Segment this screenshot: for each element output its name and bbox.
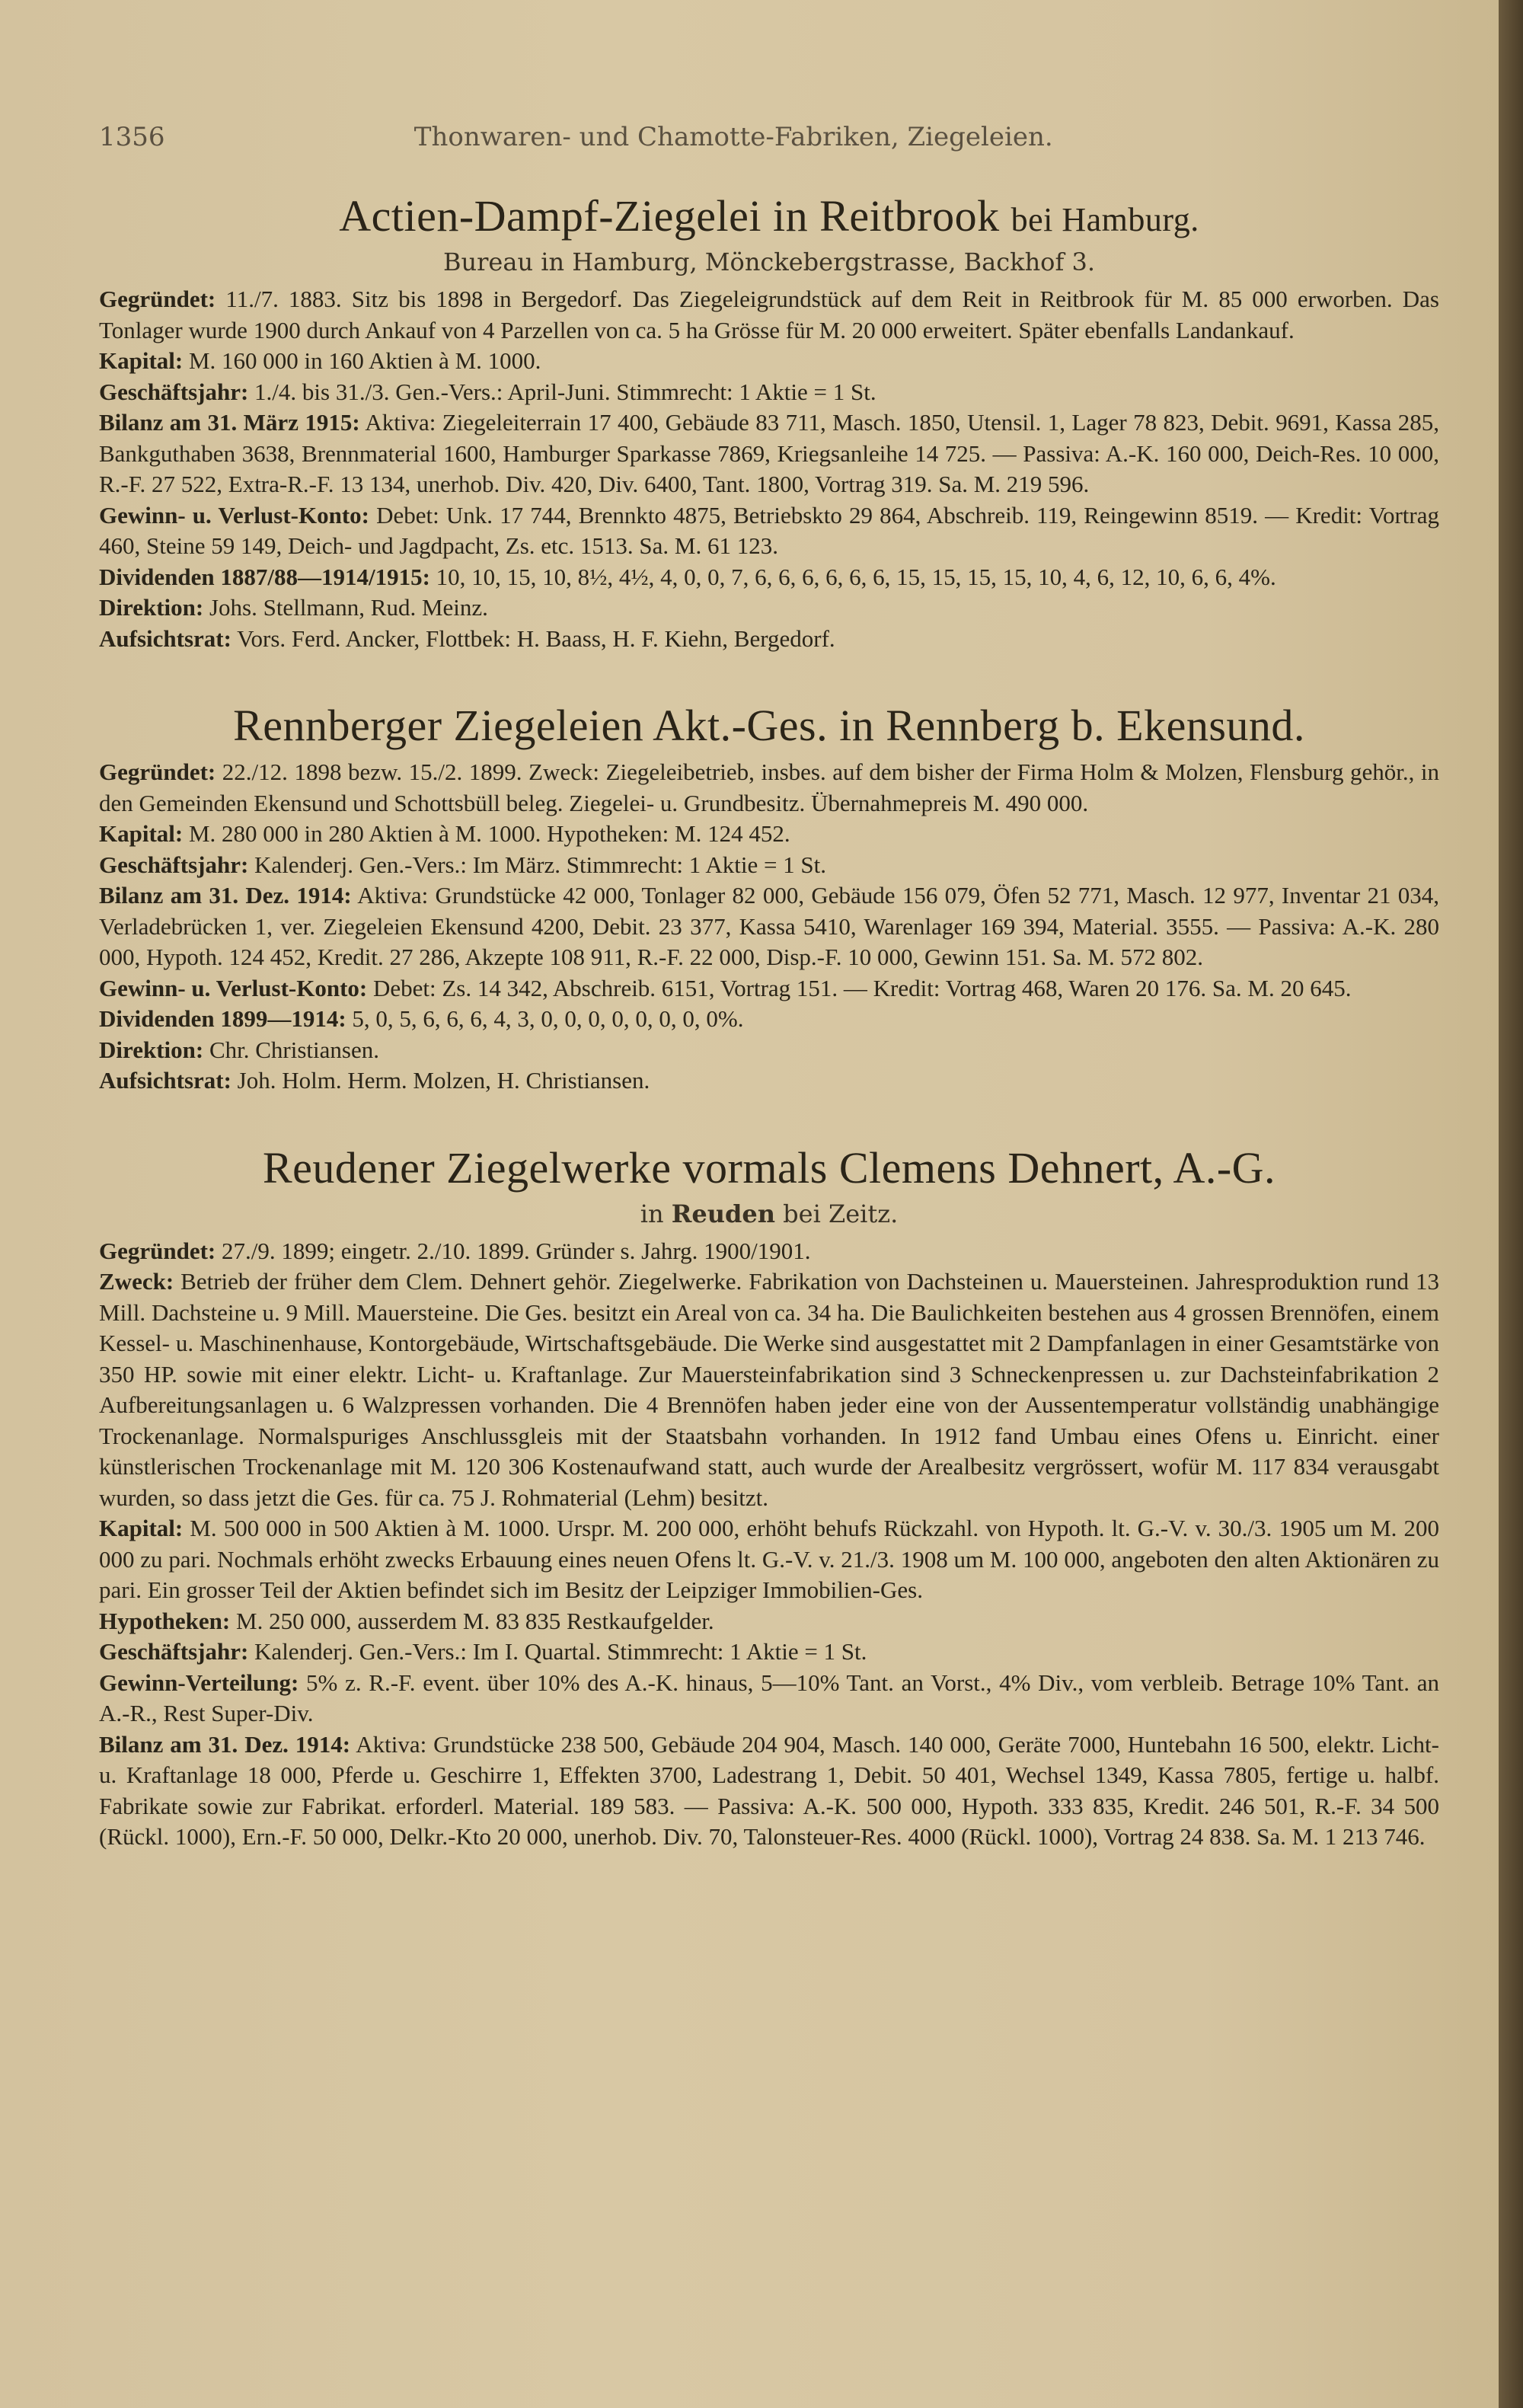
entry-paragraph: Aufsichtsrat: Vors. Ferd. Ancker, Flottbek: H. Baass, H. F. Kiehn, Bergedorf. <box>99 624 835 652</box>
entry-paragraph: Kapital: M. 280 000 in 280 Aktien à M. 1000. Hypotheken: M. 124 452. <box>99 820 790 847</box>
entry-paragraph: Zweck: Betrieb der früher dem Clem. Dehnert gehör. Ziegelwerke. Fabrikation von Dachsteinen u. Mauersteinen. Jahresproduktion rund 13 Mill. Dachsteine u. 9 Mill. Mauersteine. Die Ges. besitzt ein Areal von ca. 34 ha. Die Baulichkeiten bestehen aus 4 grossen Brennöfen, einem Kessel- u. Maschinenhause, Kontorgebäude, Wirtschaftsgebäude. Die Werke sind ausgestattet mit 2 Dampfanlagen in einer Gesamtstärke von 350 HP. sowie mit einer elektr. Licht- u. Kraftanlage. Zur Mauersteinfabrikation sind 3 Schneckenpressen u. zur Dachsteinfabrikation 2 Aufbereitungsanlagen u. 6 Walzpressen vorhanden. Die 4 Brennöfen haben jeder eine von der Aussentemperatur vollständig unabhängige Trockenanlage. Normalspuriges Anschlussgleis mit der Staatsbahn vorhanden. In 1912 fand Umbau eines Ofens u. Einricht. einer künstlerischen Trockenanlage mit M. 120 306 Kostenaufwand statt, auch wurde der Arealbesitz vergrössert, wofür M. 117 834 verausgabt wurden, so dass jetzt die Ges. für ca. 75 J. Rohmaterial (Lehm) besitzt. <box>99 1268 1439 1511</box>
entry-paragraph: Geschäftsjahr: Kalenderj. Gen.-Vers.: Im I. Quartal. Stimmrecht: 1 Aktie = 1 St. <box>99 1638 867 1665</box>
entry-paragraph: Gewinn-Verteilung: 5% z. R.-F. event. über 10% des A.-K. hinaus, 5—10% Tant. an Vorst., 4% Div., vom verbleib. Betrage 10% Tant. an A.-R., Rest Super-Div. <box>99 1669 1439 1726</box>
company-title: Reudener Ziegelwerke vormals Clemens Dehnert, A.-G. <box>262 1142 1276 1193</box>
company-entry-reuden <box>99 1142 1439 1853</box>
company-entry-reitbrook <box>99 190 1439 654</box>
company-title: Rennberger Ziegeleien Akt.-Ges. in Rennberg b. Ekensund. <box>233 701 1305 750</box>
entry-paragraph: Bilanz am 31. Dez. 1914: Aktiva: Grundstücke 42 000, Tonlager 82 000, Gebäude 156 079, Öfen 52 771, Masch. 12 977, Inventar 21 034, Verladebrücken 1, ver. Ziegeleien Ekensund 4200, Debit. 23 377, Kassa 5410, Warenlager 169 394, Material. 3555. — Passiva: A.-K. 280 000, Hypoth. 124 452, Kredit. 27 286, Akzepte 108 911, R.-F. 22 000, Disp.-F. 10 000, Gewinn 151. Sa. M. 572 802. <box>99 882 1439 970</box>
entry-paragraph: Bilanz am 31. Dez. 1914: Aktiva: Grundstücke 238 500, Gebäude 204 904, Masch. 140 000, Geräte 7000, Huntebahn 16 500, elektr. Licht- u. Kraftanlage 18 000, Pferde u. Geschirre 1, Effekten 3700, Ladestrang 1, Debit. 50 401, Wechsel 1349, Kassa 7805, fertige u. halbf. Fabrikate sowie zur Fabrikat. erforderl. Material. 189 583. — Passiva: A.-K. 500 000, Hypoth. 333 835, Kredit. 246 501, R.-F. 34 500 (Rückl. 1000), Ern.-F. 50 000, Delkr.-Kto 20 000, unerhob. Div. 70, Talonsteuer-Res. 4000 (Rückl. 1000), Vortrag 24 838. Sa. M. 1 213 746. <box>99 1730 1439 1850</box>
company-entry-rennberg <box>99 700 1439 1097</box>
entry-paragraph: Direktion: Johs. Stellmann, Rud. Meinz. <box>99 594 488 621</box>
company-title: Actien-Dampf-Ziegelei in Reitbrook bei Hamburg. <box>339 191 1199 241</box>
company-subtitle: in Reuden bei Zeitz. <box>640 1199 899 1228</box>
company-subtitle: Bureau in Hamburg, Mönckebergstrasse, Backhof 3. <box>443 248 1095 276</box>
entry-paragraph: Gewinn- u. Verlust-Konto: Debet: Unk. 17 744, Brennkto 4875, Betriebskto 29 864, Abschreib. 119, Reingewinn 8519. — Kredit: Vortrag 460, Steine 59 149, Deich- und Jagdpacht, Zs. etc. 1513. Sa. M. 61 123. <box>99 501 1440 559</box>
running-head-title: Thonwaren- und Chamotte-Fabriken, Ziegeleien. <box>413 122 1053 152</box>
text-column <box>99 122 1439 1853</box>
page-number: 1356 <box>99 122 165 152</box>
entry-paragraph: Bilanz am 31. März 1915: Aktiva: Ziegeleiterrain 17 400, Gebäude 83 711, Masch. 1850, Utensil. 1, Lager 78 823, Debit. 9691, Kassa 285, Bankguthaben 3638, Brennmaterial 1600, Hamburger Sparkasse 7869, Kriegsanleihe 14 725. — Passiva: A.-K. 160 000, Deich-Res. 10 000, R.-F. 27 522, Extra-R.-F. 13 134, unerhob. Div. 420, Div. 6400, Tant. 1800, Vortrag 319. Sa. M. 219 596. <box>99 409 1439 497</box>
entry-paragraph: Aufsichtsrat: Joh. Holm. Herm. Molzen, H. Christiansen. <box>99 1067 650 1094</box>
entry-paragraph: Direktion: Chr. Christiansen. <box>99 1036 379 1063</box>
entry-paragraph: Geschäftsjahr: 1./4. bis 31./3. Gen.-Vers.: April-Juni. Stimmrecht: 1 Aktie = 1 St. <box>99 378 876 405</box>
entry-paragraph: Gegründet: 27./9. 1899; eingetr. 2./10. 1899. Gründer s. Jahrg. 1900/1901. <box>99 1237 811 1264</box>
entry-paragraph: Gegründet: 22./12. 1898 bezw. 15./2. 1899. Zweck: Ziegeleibetrieb, insbes. auf dem bisher der Firma Holm & Molzen, Flensburg gehör., in den Gemeinden Ekensund und Schottsbüll beleg. Ziegelei- u. Grundbesitz. Übernahmepreis M. 490 000. <box>99 758 1439 816</box>
running-head <box>99 122 1439 152</box>
entry-paragraph: Geschäftsjahr: Kalenderj. Gen.-Vers.: Im März. Stimmrecht: 1 Aktie = 1 St. <box>99 851 827 878</box>
entry-paragraph: Hypotheken: M. 250 000, ausserdem M. 83 835 Restkaufgelder. <box>99 1607 714 1634</box>
entry-paragraph: Kapital: M. 500 000 in 500 Aktien à M. 1000. Urspr. M. 200 000, erhöht behufs Rückzahl. von Hypoth. lt. G.-V. v. 30./3. 1905 um M. 200 000 zu pari. Nochmals erhöht zwecks Erbauung eines neuen Ofens lt. G.-V. v. 21./3. 1908 um M. 100 000, angeboten den alten Aktionären zu pari. Ein grosser Teil der Aktien befindet sich im Besitz der Leipziger Immobilien-Ges. <box>99 1515 1439 1603</box>
entry-paragraph: Gewinn- u. Verlust-Konto: Debet: Zs. 14 342, Abschreib. 6151, Vortrag 151. — Kredit: Vortrag 468, Waren 20 176. Sa. M. 20 645. <box>99 974 1352 1001</box>
entry-paragraph: Dividenden 1899—1914: 5, 0, 5, 6, 6, 6, 4, 3, 0, 0, 0, 0, 0, 0, 0, 0%. <box>99 1005 744 1032</box>
page-edge <box>1499 0 1523 2408</box>
entry-paragraph: Dividenden 1887/88—1914/1915: 10, 10, 15, 10, 8½, 4½, 4, 0, 0, 7, 6, 6, 6, 6, 6, 6, 15, 15, 15, 15, 10, 4, 6, 12, 10, 6, 6, 4%. <box>99 563 1276 590</box>
entry-paragraph: Gegründet: 11./7. 1883. Sitz bis 1898 in Bergedorf. Das Ziegeleigrundstück auf dem Reit in Reitbrook für M. 85 000 erworben. Das Tonlager wurde 1900 durch Ankauf von 4 Parzellen von ca. 5 ha Grösse für M. 20 000 erweitert. Später ebenfalls Landankauf. <box>99 286 1439 343</box>
entry-paragraph: Kapital: M. 160 000 in 160 Aktien à M. 1000. <box>99 347 541 374</box>
